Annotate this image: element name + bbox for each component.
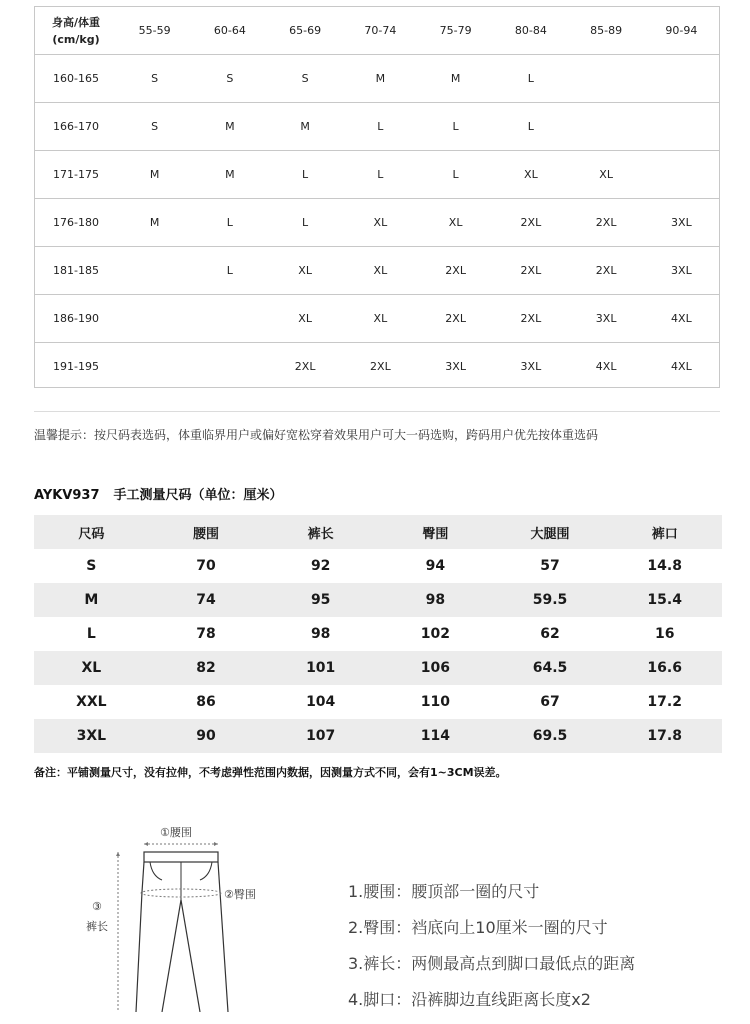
measurement-header: 尺码 xyxy=(78,526,105,542)
size-cell: L xyxy=(226,264,233,277)
measurement-cell: 98 xyxy=(425,592,446,608)
measurement-cell: 82 xyxy=(196,660,216,676)
measurement-cell: 106 xyxy=(420,660,450,676)
measurement-cell: 78 xyxy=(196,626,216,642)
size-cell: 2XL xyxy=(294,359,316,373)
size-cell: 2XL xyxy=(520,264,542,277)
measurement-cell: 69.5 xyxy=(532,728,568,744)
height-range-cell: 181-185 xyxy=(53,264,99,277)
size-cell: L xyxy=(452,120,459,133)
size-cell xyxy=(569,103,644,150)
size-cell: 2XL xyxy=(520,216,542,229)
size-cell: XL xyxy=(298,312,312,325)
measurement-cell: 101 xyxy=(306,660,336,676)
size-table-row xyxy=(35,54,719,102)
height-range-cell: 166-170 xyxy=(53,120,99,133)
size-cell: 4XL xyxy=(671,359,692,373)
length-label-number: ③ xyxy=(92,900,102,913)
size-cell: L xyxy=(527,72,534,85)
measurement-cell: 17.8 xyxy=(647,728,682,744)
size-cell: S xyxy=(151,120,159,133)
measurement-row xyxy=(34,549,722,583)
measurement-row xyxy=(34,719,722,753)
size-cell: 3XL xyxy=(445,359,466,373)
size-cell: 3XL xyxy=(671,216,692,229)
size-cell: M xyxy=(450,72,461,85)
height-range-cell: 171-175 xyxy=(53,168,99,181)
measurement-cell: 94 xyxy=(425,558,446,574)
measurement-cell: 17.2 xyxy=(647,694,682,710)
corner-label-line2: (cm/kg) xyxy=(52,32,100,46)
size-cell: 4XL xyxy=(595,359,617,373)
size-cell: M xyxy=(149,216,160,229)
legend-item: 4.脚口：沿裤脚边直线距离长度x2 xyxy=(348,990,591,1009)
pants-diagram xyxy=(80,820,280,1012)
product-code: AYKV937 xyxy=(34,488,100,503)
measurement-cell: 110 xyxy=(420,694,450,710)
measurement-cell: 95 xyxy=(310,592,331,608)
legend-item: 1.腰围：腰顶部一圈的尺寸 xyxy=(348,882,540,901)
measurement-header: 臀围 xyxy=(422,526,449,542)
weight-header: 90-94 xyxy=(665,24,698,37)
measurement-cell: 98 xyxy=(310,626,331,642)
weight-header: 85-89 xyxy=(590,24,623,37)
size-table-row xyxy=(35,198,719,246)
size-table-row xyxy=(35,150,719,198)
measurement-header: 裤口 xyxy=(651,526,678,542)
size-cell: XL xyxy=(298,264,312,277)
measurement-cell: 14.8 xyxy=(647,558,682,574)
size-cell xyxy=(644,55,719,102)
measurement-row xyxy=(34,651,722,685)
measurement-header: 腰围 xyxy=(193,526,220,542)
waist-label: ①腰围 xyxy=(160,826,192,839)
size-cell: XL xyxy=(373,216,388,229)
size-cell xyxy=(117,295,192,342)
measurement-row xyxy=(34,685,722,719)
size-cell: L xyxy=(226,216,233,229)
weight-header: 75-79 xyxy=(439,24,472,37)
size-table-row xyxy=(35,294,719,342)
size-cell: 3XL xyxy=(595,312,617,325)
size-cell: L xyxy=(452,168,459,181)
size-cell: XL xyxy=(524,168,538,181)
size-cell: 2XL xyxy=(445,264,466,277)
measurement-cell: 15.4 xyxy=(647,592,682,608)
size-cell: 3XL xyxy=(671,264,692,277)
legend-item: 3.裤长：两侧最高点到脚口最低点的距离 xyxy=(348,954,636,973)
size-tip-text: 温馨提示：按尺码表选码，体重临界用户或偏好宽松穿着效果用户可大一码选购，跨码用户优先按体重选码 xyxy=(34,428,599,442)
measurement-legend xyxy=(348,880,635,1024)
size-cell: 4XL xyxy=(671,312,692,325)
measurement-header-row xyxy=(34,515,722,549)
measurement-cell: 57 xyxy=(540,558,560,574)
measurement-cell: 64.5 xyxy=(532,660,568,676)
size-table-header-row xyxy=(35,7,719,54)
measurement-cell: 70 xyxy=(196,558,216,574)
size-cell: 2XL xyxy=(595,264,617,277)
size-cell xyxy=(644,151,719,198)
measurement-cell: 102 xyxy=(420,626,450,642)
measurement-row xyxy=(34,583,722,617)
size-cell: L xyxy=(302,216,309,229)
size-cell: M xyxy=(149,168,160,181)
measurement-cell: 74 xyxy=(196,592,216,608)
corner-label-line1: 身高/体重 xyxy=(51,15,101,29)
size-cell: L xyxy=(377,120,384,133)
size-cell: M xyxy=(225,168,235,181)
measurement-cell: 67 xyxy=(540,694,560,710)
size-cell: M xyxy=(375,72,386,85)
measurement-header: 大腿围 xyxy=(530,526,570,542)
weight-header: 80-84 xyxy=(514,24,547,37)
size-cell xyxy=(192,343,267,389)
measurement-header: 裤长 xyxy=(307,526,334,542)
size-cell: 3XL xyxy=(520,359,542,373)
measurement-cell: L xyxy=(86,626,96,642)
measurement-cell: 92 xyxy=(310,558,331,574)
measurement-cell: 104 xyxy=(306,694,336,710)
height-range-cell: 176-180 xyxy=(53,216,99,229)
size-cell: S xyxy=(226,72,234,85)
size-cell: S xyxy=(151,72,159,85)
size-cell: XL xyxy=(448,216,463,229)
size-cell: XL xyxy=(599,168,613,181)
size-cell xyxy=(569,55,644,102)
size-table-row xyxy=(35,102,719,150)
size-table-row xyxy=(35,246,719,294)
measurement-cell: XL xyxy=(81,660,102,676)
measurement-cell: 3XL xyxy=(76,728,107,744)
size-cell: M xyxy=(225,120,235,133)
size-cell xyxy=(117,247,192,294)
size-cell: 2XL xyxy=(520,312,542,325)
weight-header: 65-69 xyxy=(289,24,322,37)
section-divider xyxy=(34,411,720,412)
size-cell: 2XL xyxy=(445,312,466,325)
height-weight-corner-label xyxy=(35,7,117,54)
measurement-title xyxy=(34,484,283,503)
measurement-note: 备注：平铺测量尺寸，没有拉伸，不考虑弹性范围内数据，因测量方式不同，会有1~3CM误差。 xyxy=(34,766,507,779)
measurement-cell: 59.5 xyxy=(532,592,568,608)
measurement-title-text: 手工测量尺码（单位：厘米） xyxy=(113,488,283,503)
measurement-cell: 114 xyxy=(420,728,450,744)
height-range-cell: 186-190 xyxy=(53,312,99,325)
measurement-cell: S xyxy=(86,558,97,574)
weight-header: 70-74 xyxy=(364,24,397,37)
weight-header: 60-64 xyxy=(213,24,246,37)
size-cell: M xyxy=(300,120,310,133)
size-cell: L xyxy=(302,168,309,181)
measurement-cell: M xyxy=(84,592,99,608)
measurement-cell: 107 xyxy=(306,728,336,744)
size-cell xyxy=(192,295,267,342)
size-cell: XL xyxy=(373,312,388,325)
size-cell xyxy=(644,103,719,150)
measurement-row xyxy=(34,617,722,651)
measurement-cell: 90 xyxy=(196,728,216,744)
size-table-row xyxy=(35,342,719,389)
measurement-cell: 86 xyxy=(196,694,216,710)
pants-illustration xyxy=(80,820,280,1012)
size-cell: S xyxy=(301,72,309,85)
size-cell: L xyxy=(377,168,384,181)
measurement-cell: 16 xyxy=(654,626,675,642)
size-cell: XL xyxy=(373,264,388,277)
size-cell: 2XL xyxy=(595,216,617,229)
measurement-cell: 62 xyxy=(540,626,560,642)
measurement-cell: XXL xyxy=(76,694,107,710)
size-cell xyxy=(117,343,192,389)
length-label: 裤长 xyxy=(86,920,108,933)
weight-header: 55-59 xyxy=(138,24,171,37)
hip-label: ②臀围 xyxy=(224,888,256,901)
measurement-cell: 16.6 xyxy=(647,660,682,676)
measurement-table xyxy=(34,515,722,753)
size-cell: L xyxy=(527,120,534,133)
size-recommendation-table xyxy=(34,6,720,388)
size-cell: 2XL xyxy=(370,359,391,373)
height-range-cell: 160-165 xyxy=(53,72,99,85)
height-range-cell: 191-195 xyxy=(53,359,99,373)
legend-item: 2.臀围：裆底向上10厘米一圈的尺寸 xyxy=(348,918,608,937)
